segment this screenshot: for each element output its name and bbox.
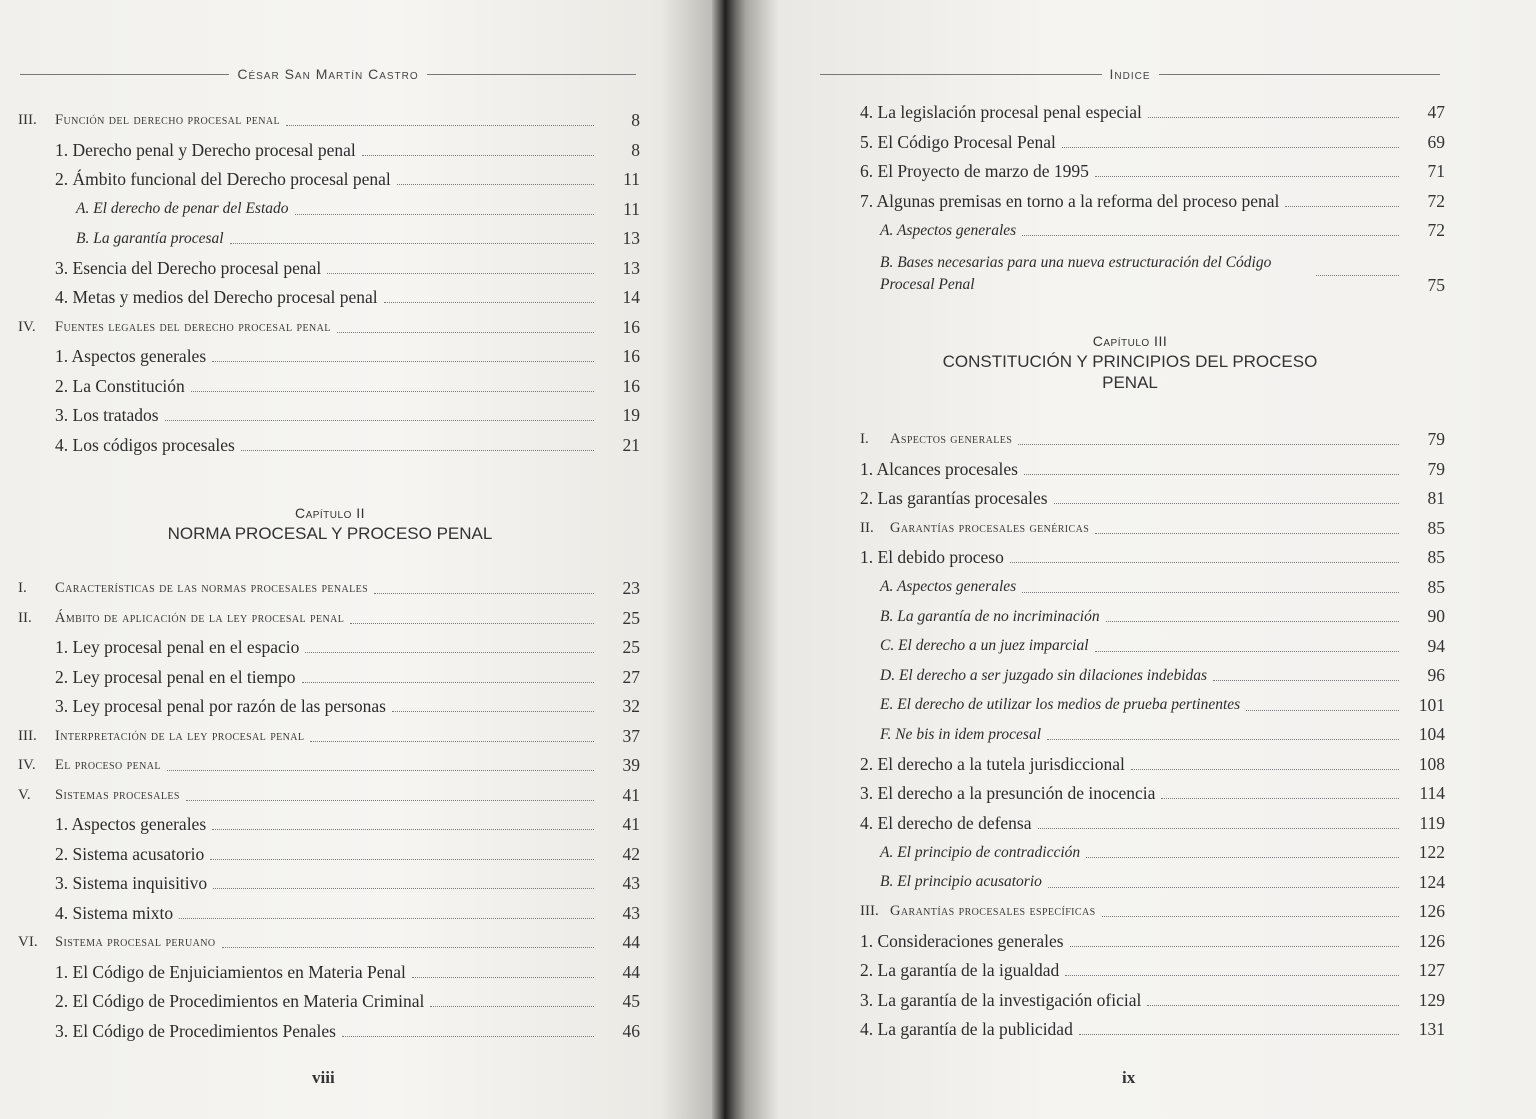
toc-entry-title: Interpretación de la ley procesal penal bbox=[55, 727, 305, 744]
toc-entry-number: II. bbox=[860, 519, 874, 536]
toc-entry-number: III. bbox=[860, 903, 879, 920]
toc-entry-page: 75 bbox=[1427, 274, 1445, 295]
left-toc-bottom bbox=[0, 574, 640, 1046]
toc-entry-title: 1. Derecho penal y Derecho procesal penal bbox=[55, 139, 356, 160]
toc-leader-dots bbox=[362, 155, 594, 156]
toc-entry-title: 1. Aspectos generales bbox=[55, 814, 207, 835]
toc-entry bbox=[0, 810, 640, 840]
toc-entry-title: 4. La legislación procesal penal especial bbox=[860, 102, 1142, 123]
toc-entry bbox=[0, 751, 640, 781]
toc-entry-title: 3. La garantía de la investigación oficial bbox=[860, 989, 1142, 1010]
toc-entry bbox=[820, 602, 1445, 632]
toc-entry bbox=[820, 691, 1445, 721]
toc-entry bbox=[820, 750, 1445, 780]
toc-entry-title: 6. El Proyecto de marzo de 1995 bbox=[860, 161, 1089, 182]
toc-entry-title: 2. La garantía de la igualdad bbox=[860, 960, 1060, 981]
toc-entry-page: 11 bbox=[623, 198, 640, 219]
toc-leader-dots bbox=[1285, 206, 1399, 207]
toc-entry bbox=[820, 897, 1445, 927]
toc-entry-page: 8 bbox=[631, 139, 640, 160]
toc-entry-title: Aspectos generales bbox=[890, 431, 1013, 448]
toc-leader-dots bbox=[397, 184, 594, 185]
toc-leader-dots bbox=[412, 977, 594, 978]
toc-entry-title: 4. La garantía de la publicidad bbox=[860, 1019, 1073, 1040]
toc-entry bbox=[0, 136, 640, 166]
toc-leader-dots bbox=[1131, 769, 1399, 770]
toc-entry bbox=[0, 372, 640, 402]
toc-entry-title: 4. Los códigos procesales bbox=[55, 434, 235, 455]
header-rule bbox=[1159, 74, 1441, 75]
toc-leader-dots bbox=[1018, 444, 1399, 445]
toc-leader-dots bbox=[1316, 275, 1399, 276]
toc-entry-title: 2. El Código de Procedimientos en Materia Criminal bbox=[55, 991, 425, 1012]
toc-entry bbox=[820, 1015, 1445, 1045]
toc-entry bbox=[820, 720, 1445, 750]
toc-entry-title: 2. Ley procesal penal en el tiempo bbox=[55, 666, 296, 687]
toc-entry-page: 11 bbox=[623, 169, 640, 190]
toc-leader-dots bbox=[1095, 651, 1399, 652]
toc-entry bbox=[0, 604, 640, 634]
book-gutter bbox=[712, 0, 736, 1119]
toc-entry bbox=[0, 781, 640, 811]
toc-leader-dots bbox=[230, 243, 594, 244]
toc-entry-page: 79 bbox=[1427, 458, 1445, 479]
toc-leader-dots bbox=[1070, 946, 1399, 947]
toc-entry bbox=[0, 899, 640, 929]
toc-entry-page: 39 bbox=[622, 755, 640, 776]
toc-entry-page: 94 bbox=[1427, 635, 1445, 656]
toc-leader-dots bbox=[241, 450, 594, 451]
toc-entry-number: II. bbox=[18, 609, 32, 626]
toc-entry-title: B. La garantía de no incriminación bbox=[880, 607, 1100, 625]
toc-entry-title: 2. La Constitución bbox=[55, 375, 185, 396]
toc-entry-page: 32 bbox=[622, 696, 640, 717]
toc-entry bbox=[820, 573, 1445, 603]
header-rule bbox=[820, 74, 1102, 75]
toc-entry bbox=[820, 779, 1445, 809]
toc-entry bbox=[0, 692, 640, 722]
toc-leader-dots bbox=[302, 682, 594, 683]
toc-entry bbox=[820, 809, 1445, 839]
toc-leader-dots bbox=[337, 332, 594, 333]
toc-entry bbox=[820, 98, 1445, 128]
toc-entry-page: 45 bbox=[622, 991, 640, 1012]
toc-leader-dots bbox=[1095, 533, 1399, 534]
toc-entry-page: 122 bbox=[1418, 842, 1445, 863]
toc-entry bbox=[820, 838, 1445, 868]
toc-entry-page: 126 bbox=[1418, 930, 1445, 951]
toc-entry-page: 43 bbox=[622, 873, 640, 894]
toc-entry-title: C. El derecho a un juez imparcial bbox=[880, 637, 1089, 655]
toc-entry-page: 23 bbox=[622, 578, 640, 599]
left-chapter-heading bbox=[130, 505, 530, 544]
toc-entry-page: 85 bbox=[1427, 547, 1445, 568]
toc-entry-page: 8 bbox=[631, 110, 640, 131]
toc-entry-page: 101 bbox=[1418, 694, 1445, 715]
toc-entry-page: 81 bbox=[1427, 488, 1445, 509]
toc-entry-title: A. El derecho de penar del Estado bbox=[76, 200, 289, 218]
toc-leader-dots bbox=[165, 420, 594, 421]
chapter-title: CONSTITUCIÓN Y PRINCIPIOS DEL PROCESO PENAL bbox=[942, 352, 1318, 392]
toc-entry-page: 27 bbox=[622, 666, 640, 687]
toc-entry bbox=[0, 165, 640, 195]
toc-leader-dots bbox=[1065, 975, 1399, 976]
toc-entry-title: 1. Consideraciones generales bbox=[860, 930, 1064, 951]
right-chapter-heading bbox=[925, 333, 1335, 393]
toc-entry-number: III. bbox=[18, 112, 37, 129]
toc-entry-title: 2. Ámbito funcional del Derecho procesal penal bbox=[55, 169, 391, 190]
toc-entry bbox=[0, 195, 640, 225]
header-rule bbox=[427, 74, 636, 75]
toc-entry-number: I. bbox=[18, 580, 27, 597]
toc-leader-dots bbox=[374, 593, 594, 594]
toc-entry-title: 3. Los tratados bbox=[55, 405, 159, 426]
toc-leader-dots bbox=[1024, 474, 1399, 475]
toc-entry bbox=[820, 956, 1445, 986]
toc-leader-dots bbox=[1246, 710, 1399, 711]
toc-entry-title: 1. Ley procesal penal en el espacio bbox=[55, 637, 300, 658]
toc-entry-page: 124 bbox=[1418, 871, 1445, 892]
toc-entry-title: Sistemas procesales bbox=[55, 786, 180, 803]
toc-entry bbox=[0, 928, 640, 958]
toc-leader-dots bbox=[350, 623, 594, 624]
toc-leader-dots bbox=[392, 711, 594, 712]
toc-entry-title: B. El principio acusatorio bbox=[880, 873, 1042, 891]
toc-entry-page: 114 bbox=[1419, 783, 1445, 804]
toc-leader-dots bbox=[210, 859, 594, 860]
toc-entry-page: 44 bbox=[622, 961, 640, 982]
toc-entry-page: 16 bbox=[622, 375, 640, 396]
toc-entry-title: Fuentes legales del derecho procesal penal bbox=[55, 318, 331, 335]
toc-entry-page: 119 bbox=[1419, 812, 1445, 833]
toc-leader-dots bbox=[1148, 117, 1399, 118]
toc-leader-dots bbox=[430, 1006, 594, 1007]
toc-entry-page: 14 bbox=[622, 287, 640, 308]
toc-entry-page: 71 bbox=[1427, 161, 1445, 182]
toc-entry bbox=[820, 543, 1445, 573]
toc-entry-title: 3. Sistema inquisitivo bbox=[55, 873, 208, 894]
toc-entry-title: 7. Algunas premisas en torno a la reforma del proceso penal bbox=[860, 190, 1280, 211]
toc-leader-dots bbox=[1106, 621, 1399, 622]
toc-entry-page: 126 bbox=[1418, 901, 1445, 922]
toc-entry bbox=[820, 927, 1445, 957]
toc-entry-page: 44 bbox=[622, 932, 640, 953]
toc-entry-title: 1. Alcances procesales bbox=[860, 458, 1018, 479]
toc-entry-title: B. La garantía procesal bbox=[76, 229, 224, 247]
toc-entry-title: 5. El Código Procesal Penal bbox=[860, 131, 1056, 152]
toc-entry-title: A. El principio de contradicción bbox=[880, 843, 1081, 861]
toc-entry-title: 2. Las garantías procesales bbox=[860, 488, 1048, 509]
toc-entry bbox=[820, 246, 1445, 300]
toc-entry-title: Características de las normas procesales penales bbox=[55, 580, 369, 597]
toc-entry bbox=[0, 987, 640, 1017]
toc-entry-page: 79 bbox=[1427, 429, 1445, 450]
toc-entry-number: V. bbox=[18, 786, 31, 803]
chapter-label: Capítulo II bbox=[294, 505, 366, 521]
toc-entry bbox=[0, 958, 640, 988]
toc-entry-page: 25 bbox=[622, 607, 640, 628]
toc-entry-page: 37 bbox=[622, 725, 640, 746]
toc-entry-title: 4. Metas y medios del Derecho procesal penal bbox=[55, 287, 378, 308]
toc-entry-page: 104 bbox=[1418, 724, 1445, 745]
toc-entry-title: A. Aspectos generales bbox=[880, 578, 1017, 596]
toc-entry-page: 72 bbox=[1427, 220, 1445, 241]
toc-leader-dots bbox=[1010, 562, 1399, 563]
toc-leader-dots bbox=[222, 947, 595, 948]
toc-entry-title: A. Aspectos generales bbox=[880, 221, 1017, 239]
header-rule bbox=[20, 74, 229, 75]
toc-leader-dots bbox=[295, 214, 595, 215]
toc-entry-page: 43 bbox=[622, 902, 640, 923]
toc-entry bbox=[0, 224, 640, 254]
toc-entry bbox=[0, 254, 640, 284]
toc-entry-title: 1. El Código de Enjuiciamientos en Materia Penal bbox=[55, 961, 406, 982]
toc-leader-dots bbox=[179, 918, 594, 919]
toc-entry bbox=[0, 840, 640, 870]
toc-leader-dots bbox=[286, 125, 594, 126]
toc-leader-dots bbox=[342, 1036, 594, 1037]
toc-leader-dots bbox=[1047, 739, 1399, 740]
toc-leader-dots bbox=[212, 361, 594, 362]
toc-entry-page: 69 bbox=[1427, 131, 1445, 152]
toc-entry bbox=[0, 313, 640, 343]
toc-entry-title: 4. Sistema mixto bbox=[55, 902, 174, 923]
toc-entry bbox=[820, 187, 1445, 217]
right-toc-top bbox=[820, 98, 1445, 300]
right-header-text: Indice bbox=[1109, 66, 1151, 82]
toc-entry-page: 129 bbox=[1418, 989, 1445, 1010]
toc-leader-dots bbox=[1054, 503, 1399, 504]
toc-entry bbox=[0, 633, 640, 663]
toc-entry-title: 3. Esencia del Derecho procesal penal bbox=[55, 257, 322, 278]
toc-entry bbox=[820, 986, 1445, 1016]
toc-entry-page: 13 bbox=[622, 228, 640, 249]
toc-leader-dots bbox=[1048, 887, 1399, 888]
toc-entry bbox=[0, 722, 640, 752]
toc-entry-page: 127 bbox=[1418, 960, 1445, 981]
toc-entry bbox=[820, 514, 1445, 544]
chapter-label: Capítulo III bbox=[1092, 333, 1168, 349]
toc-entry-page: 19 bbox=[622, 405, 640, 426]
toc-entry-page: 21 bbox=[622, 434, 640, 455]
toc-entry bbox=[820, 868, 1445, 898]
toc-leader-dots bbox=[1161, 798, 1399, 799]
right-page-number: ix bbox=[1122, 1068, 1136, 1087]
toc-leader-dots bbox=[1086, 857, 1399, 858]
toc-entry-page: 41 bbox=[622, 814, 640, 835]
toc-entry bbox=[820, 661, 1445, 691]
toc-entry-number: IV. bbox=[18, 318, 36, 335]
right-toc-bottom bbox=[820, 425, 1445, 1045]
toc-entry-title: 1. El debido proceso bbox=[860, 547, 1004, 568]
toc-entry bbox=[820, 128, 1445, 158]
left-header-text: César San Martín Castro bbox=[237, 66, 419, 82]
toc-leader-dots bbox=[1022, 592, 1399, 593]
toc-leader-dots bbox=[167, 770, 594, 771]
right-running-header bbox=[820, 62, 1440, 86]
toc-entry bbox=[820, 425, 1445, 455]
toc-entry bbox=[0, 431, 640, 461]
toc-leader-dots bbox=[213, 888, 594, 889]
toc-entry-number: III. bbox=[18, 727, 37, 744]
toc-entry bbox=[820, 632, 1445, 662]
toc-entry bbox=[0, 574, 640, 604]
toc-leader-dots bbox=[1038, 828, 1399, 829]
toc-leader-dots bbox=[305, 652, 594, 653]
toc-entry-title: 3. Ley procesal penal por razón de las personas bbox=[55, 696, 386, 717]
toc-entry-title: 2. Sistema acusatorio bbox=[55, 843, 205, 864]
toc-entry bbox=[820, 157, 1445, 187]
toc-entry-title: F. Ne bis in idem procesal bbox=[880, 725, 1042, 743]
toc-entry-title: Garantías procesales específicas bbox=[890, 903, 1096, 920]
toc-entry-title: 4. El derecho de defensa bbox=[860, 812, 1032, 833]
toc-entry-title: 3. El Código de Procedimientos Penales bbox=[55, 1020, 336, 1041]
toc-leader-dots bbox=[1079, 1034, 1399, 1035]
toc-entry bbox=[0, 401, 640, 431]
toc-entry-title: Función del derecho procesal penal bbox=[55, 112, 281, 129]
toc-entry-page: 131 bbox=[1418, 1019, 1445, 1040]
toc-entry-number: IV. bbox=[18, 757, 36, 774]
toc-entry-page: 108 bbox=[1418, 753, 1445, 774]
toc-entry-title: Ámbito de aplicación de la ley procesal penal bbox=[55, 609, 345, 626]
toc-leader-dots bbox=[186, 800, 594, 801]
toc-entry-title: 1. Aspectos generales bbox=[55, 346, 207, 367]
toc-entry-title: D. El derecho a ser juzgado sin dilaciones indebidas bbox=[880, 666, 1208, 684]
toc-entry bbox=[0, 663, 640, 693]
toc-entry-title: 2. El derecho a la tutela jurisdiccional bbox=[860, 753, 1125, 774]
toc-leader-dots bbox=[327, 273, 594, 274]
toc-entry-page: 47 bbox=[1427, 102, 1445, 123]
left-page-number: viii bbox=[312, 1068, 335, 1087]
toc-entry bbox=[820, 455, 1445, 485]
toc-entry bbox=[0, 1017, 640, 1047]
toc-entry-page: 85 bbox=[1427, 576, 1445, 597]
toc-entry-number: I. bbox=[860, 431, 869, 448]
toc-entry-page: 16 bbox=[622, 316, 640, 337]
toc-entry bbox=[0, 869, 640, 899]
toc-entry-page: 72 bbox=[1427, 190, 1445, 211]
toc-entry-title: B. Bases necesarias para una nueva estructuración del Código Procesal Penal bbox=[880, 253, 1272, 293]
toc-entry bbox=[820, 484, 1445, 514]
toc-leader-dots bbox=[310, 741, 594, 742]
toc-leader-dots bbox=[1022, 235, 1399, 236]
chapter-title: NORMA PROCESAL Y PROCESO PENAL bbox=[167, 524, 493, 543]
toc-entry-page: 41 bbox=[622, 784, 640, 805]
left-running-header bbox=[20, 62, 636, 86]
toc-leader-dots bbox=[212, 829, 594, 830]
toc-leader-dots bbox=[1095, 176, 1399, 177]
toc-entry-title: Garantías procesales genéricas bbox=[890, 519, 1090, 536]
toc-entry-page: 16 bbox=[622, 346, 640, 367]
toc-entry bbox=[0, 342, 640, 372]
toc-leader-dots bbox=[1102, 916, 1399, 917]
toc-entry-page: 85 bbox=[1427, 517, 1445, 538]
toc-entry-page: 90 bbox=[1427, 606, 1445, 627]
toc-leader-dots bbox=[191, 391, 594, 392]
toc-entry-page: 42 bbox=[622, 843, 640, 864]
toc-entry bbox=[0, 283, 640, 313]
toc-entry-page: 25 bbox=[622, 637, 640, 658]
toc-leader-dots bbox=[1213, 680, 1399, 681]
toc-entry-number: VI. bbox=[18, 934, 38, 951]
toc-entry-title: E. El derecho de utilizar los medios de prueba pertinentes bbox=[880, 696, 1241, 714]
toc-leader-dots bbox=[1147, 1005, 1399, 1006]
left-toc-top bbox=[0, 106, 640, 460]
toc-entry-title: 3. El derecho a la presunción de inocencia bbox=[860, 783, 1156, 804]
toc-entry bbox=[0, 106, 640, 136]
toc-entry-page: 46 bbox=[622, 1020, 640, 1041]
toc-entry-page: 13 bbox=[622, 257, 640, 278]
toc-leader-dots bbox=[384, 302, 594, 303]
toc-entry-page: 96 bbox=[1427, 665, 1445, 686]
toc-leader-dots bbox=[1062, 147, 1399, 148]
toc-entry-title: Sistema procesal peruano bbox=[55, 934, 216, 951]
toc-entry bbox=[820, 216, 1445, 246]
toc-entry-title: El proceso penal bbox=[55, 757, 161, 774]
